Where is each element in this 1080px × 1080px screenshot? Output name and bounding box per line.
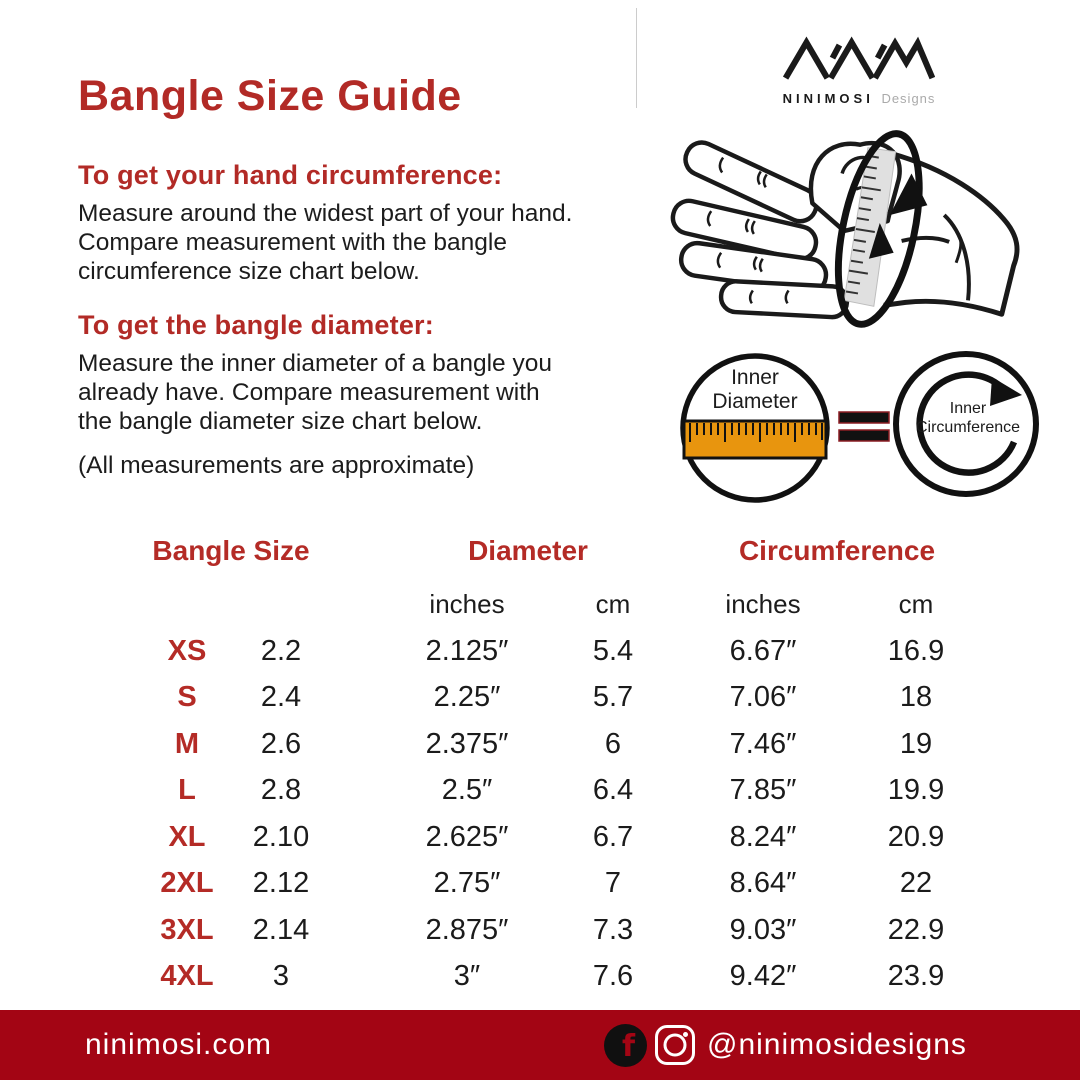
diameter-inches: 2.375″ [425, 728, 509, 760]
website-link[interactable]: ninimosi.com [85, 1028, 273, 1061]
brand-name-suffix: Designs [881, 91, 936, 106]
column-header-bangle-size: Bangle Size [152, 535, 310, 566]
table-row [0, 814, 1080, 860]
paragraph-line: circumference size chart below. [78, 258, 420, 285]
divider [636, 8, 637, 108]
page-title: Bangle Size Guide [78, 72, 462, 120]
size-label: M [174, 728, 200, 760]
facebook-icon[interactable]: f [604, 1024, 647, 1067]
inner-circumference-label-line2: Circumference [915, 419, 1021, 436]
circumference-cm: 22.9 [887, 914, 945, 946]
diameter-inches: 2.125″ [425, 635, 509, 667]
circumference-inches: 9.03″ [729, 914, 797, 946]
table-row [0, 953, 1080, 999]
instagram-dot [683, 1032, 688, 1037]
paragraph-line: Measure the inner diameter of a bangle you [78, 350, 552, 377]
diameter-cm: 5.7 [592, 681, 634, 713]
diameter-cm: 6.7 [592, 821, 634, 853]
circumference-inches: 8.64″ [729, 867, 797, 899]
diameter-cm: 7.6 [592, 960, 634, 992]
inner-circumference-diagram [896, 354, 1036, 494]
subheader-diameter-cm: cm [595, 589, 631, 619]
diameter-cm: 5.4 [592, 635, 634, 667]
size-value: 2.12 [252, 867, 310, 899]
circumference-cm: 20.9 [887, 821, 945, 853]
circumference-inches: 9.42″ [729, 960, 797, 992]
paragraph-line: already have. Compare measurement with [78, 379, 540, 406]
diameter-inches: 2.875″ [425, 914, 509, 946]
zigzag-monogram-icon [783, 36, 935, 82]
size-value: 2.10 [252, 821, 310, 853]
brand-name-main: NINIMOSI [782, 91, 874, 106]
column-header-circumference: Circumference [738, 535, 936, 566]
table-row [0, 721, 1080, 767]
section-heading-hand-circumference: To get your hand circumference: [78, 160, 503, 190]
diameter-inches: 2.5″ [441, 774, 493, 806]
circumference-inches: 7.85″ [729, 774, 797, 806]
diameter-inches: 2.75″ [433, 867, 501, 899]
circumference-cm: 22 [899, 867, 933, 899]
social-handle[interactable]: @ninimosidesigns [707, 1028, 967, 1061]
size-label: L [178, 774, 196, 806]
equals-icon [839, 412, 889, 441]
subheader-circumference-inches: inches [725, 589, 801, 619]
inner-diameter-label-line2: Diameter [712, 390, 798, 413]
inner-circumference-label-line1: Inner [949, 400, 987, 417]
table-row [0, 860, 1080, 906]
inner-diameter-label-line1: Inner [731, 366, 779, 389]
table-row [0, 628, 1080, 674]
social-links [604, 1010, 1080, 1080]
subheader-circumference-cm: cm [898, 589, 934, 619]
size-label: 4XL [160, 960, 214, 992]
diameter-cm: 7 [604, 867, 622, 899]
paragraph-hand-circumference [78, 199, 572, 286]
paragraph-line: Measure around the widest part of your hand. [78, 200, 573, 227]
diameter-cm: 7.3 [592, 914, 634, 946]
size-label: XL [168, 821, 206, 853]
instagram-lens [664, 1034, 687, 1057]
column-header-diameter: Diameter [468, 535, 588, 566]
circumference-cm: 19 [899, 728, 933, 760]
size-label: 2XL [160, 867, 214, 899]
circumference-inches: 6.67″ [729, 635, 797, 667]
circumference-cm: 18 [899, 681, 933, 713]
circumference-cm: 16.9 [887, 635, 945, 667]
size-value: 2.2 [260, 635, 302, 667]
table-row [0, 674, 1080, 720]
inner-diameter-diagram [683, 356, 827, 500]
paragraph-line: the bangle diameter size chart below. [78, 408, 483, 435]
size-value: 2.6 [260, 728, 302, 760]
size-value: 3 [272, 960, 290, 992]
diameter-inches: 3″ [453, 960, 481, 992]
circumference-inches: 8.24″ [729, 821, 797, 853]
brand-logo [780, 36, 938, 106]
paragraph-bangle-diameter [78, 349, 552, 436]
hand-measure-illustration [645, 112, 1063, 345]
section-heading-bangle-diameter: To get the bangle diameter: [78, 310, 434, 340]
size-value: 2.4 [260, 681, 302, 713]
diameter-inches: 2.625″ [425, 821, 509, 853]
circumference-inches: 7.06″ [729, 681, 797, 713]
measurements-note: (All measurements are approximate) [78, 452, 475, 479]
subheader-diameter-inches: inches [429, 589, 505, 619]
diameter-inches: 2.25″ [433, 681, 501, 713]
brand-name [780, 91, 938, 106]
table-row [0, 767, 1080, 813]
size-label: XS [167, 635, 207, 667]
paragraph-line: Compare measurement with the bangle [78, 229, 507, 256]
diameter-cm: 6.4 [592, 774, 634, 806]
size-label: 3XL [160, 914, 214, 946]
circumference-cm: 19.9 [887, 774, 945, 806]
diameter-circumference-diagram [640, 340, 1060, 520]
circumference-cm: 23.9 [887, 960, 945, 992]
footer-bar [0, 1010, 1080, 1080]
size-value: 2.8 [260, 774, 302, 806]
ruler-icon [684, 421, 826, 458]
circumference-inches: 7.46″ [729, 728, 797, 760]
diameter-cm: 6 [604, 728, 622, 760]
instagram-icon[interactable] [655, 1025, 695, 1065]
size-value: 2.14 [252, 914, 310, 946]
table-row [0, 907, 1080, 953]
size-label: S [177, 681, 197, 713]
